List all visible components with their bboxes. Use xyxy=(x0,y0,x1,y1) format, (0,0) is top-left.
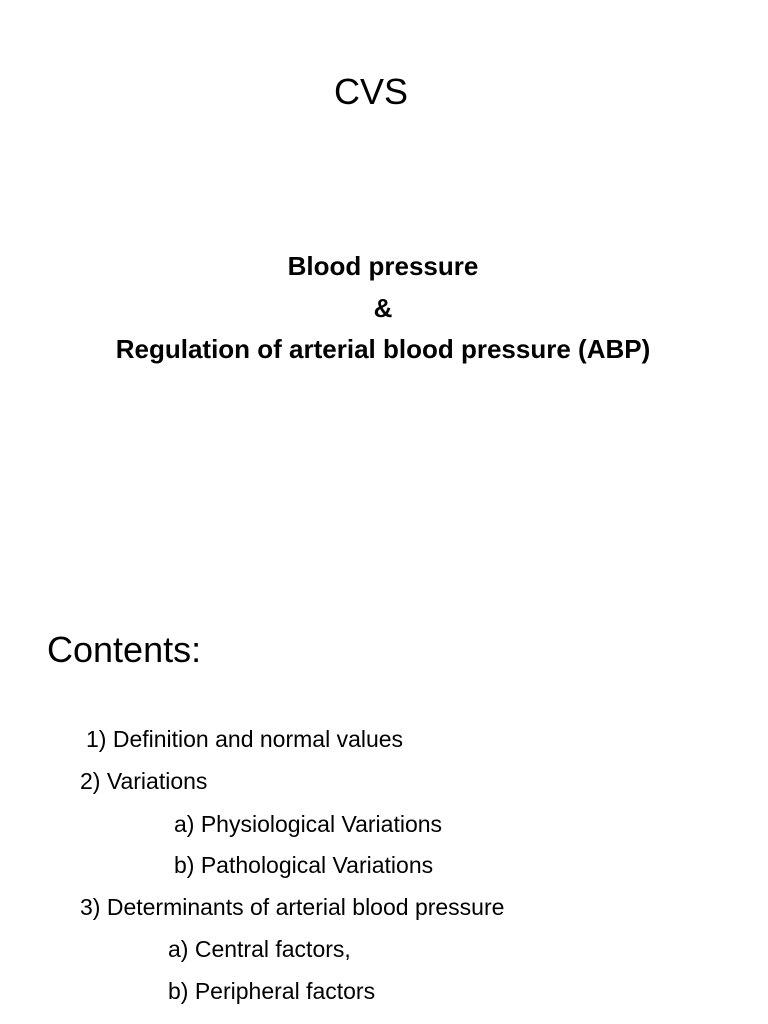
list-item: b) Pathological Variations xyxy=(174,852,434,878)
slide-title: CVS xyxy=(333,71,409,112)
list-item: 2) Variations xyxy=(80,768,208,794)
subtitle-line-regulation: Regulation of arterial blood pressure (ABP) xyxy=(115,334,651,364)
list-item: a) Physiological Variations xyxy=(174,811,443,837)
subtitle-line-ampersand: & xyxy=(373,292,393,323)
contents-heading: Contents: xyxy=(47,629,202,670)
subtitle-line-topic: Blood pressure xyxy=(287,251,479,281)
list-item: 1) Definition and normal values xyxy=(86,726,404,752)
list-item: b) Peripheral factors xyxy=(168,978,376,1004)
list-item: a) Central factors, xyxy=(168,936,351,962)
list-item: 3) Determinants of arterial blood pressure xyxy=(80,894,505,920)
